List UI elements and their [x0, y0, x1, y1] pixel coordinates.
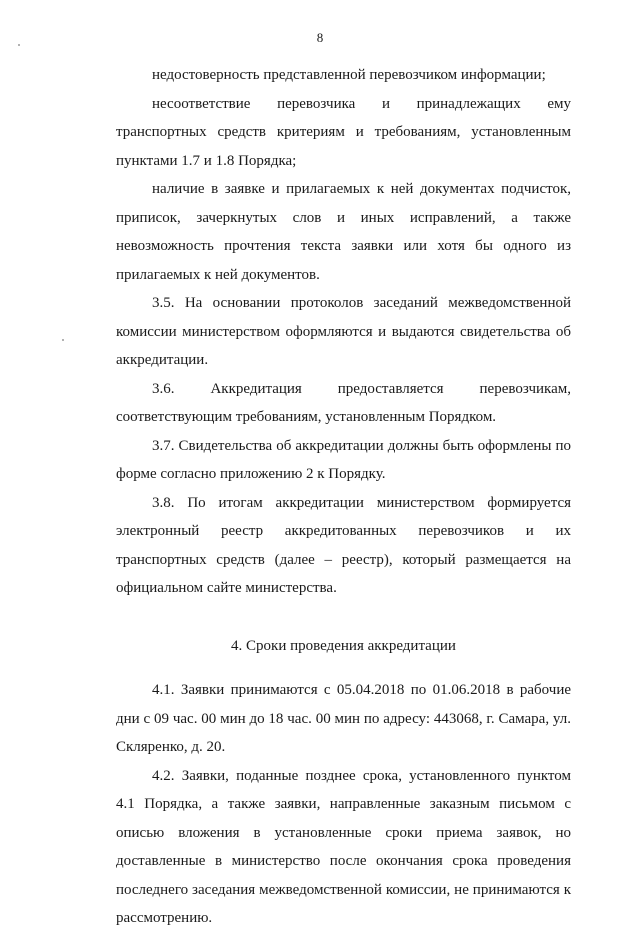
paragraph-item-corrections: наличие в заявке и прилагаемых к ней документах подчисток, приписок, зачеркнутых слов и иных исправлений, а также невозможность прочтения текста заявки или хотя бы одного из прилагаемых к ней документов.	[116, 181, 571, 283]
scan-speck	[18, 44, 20, 46]
paragraph-3-7: 3.7. Свидетельства об аккредитации должны быть оформлены по форме согласно приложению 2 к Порядку.	[116, 437, 571, 482]
paragraph-3-5: 3.5. На основании протоколов заседаний межведомственной комиссии министерством оформляются и выдаются свидетельства об аккредитации.	[116, 295, 571, 368]
paragraph-item-unreliable-info: недостоверность представленной перевозчиком информации;	[152, 67, 546, 83]
document-body	[116, 61, 571, 933]
paragraph-3-8: 3.8. По итогам аккредитации министерством формируется электронный реестр аккредитованных перевозчиков и их транспортных средств (далее – реестр), который размещается на официальном сайте министерства.	[116, 494, 571, 596]
section-heading: 4. Сроки проведения аккредитации	[231, 637, 456, 654]
paragraph-3-6: 3.6. Аккредитация предоставляется перевозчикам, соответствующим требованиям, установленным Порядком.	[116, 380, 571, 425]
paragraph-item-nonconformity: несоответствие перевозчика и принадлежащих ему транспортных средств критериям и требованиям, установленным пунктами 1.7 и 1.8 Порядка;	[116, 95, 571, 169]
paragraph-4-2: 4.2. Заявки, поданные позднее срока, установленного пунктом 4.1 Порядка, а также заявки, направленные заказным письмом с описью вложения в установленные сроки приема заявок, но доставленные в министерство после окончания срока проведения последнего заседания межведомственной комиссии, не принимаются к рассмотрению.	[116, 767, 571, 926]
paragraph-4-1: 4.1. Заявки принимаются с 05.04.2018 по 01.06.2018 в рабочие дни с 09 час. 00 мин до 18 час. 00 мин по адресу: 443068, г. Самара, ул. Скляренко, д. 20.	[116, 682, 571, 755]
scan-speck	[62, 339, 64, 341]
page-number: 8	[316, 30, 324, 45]
